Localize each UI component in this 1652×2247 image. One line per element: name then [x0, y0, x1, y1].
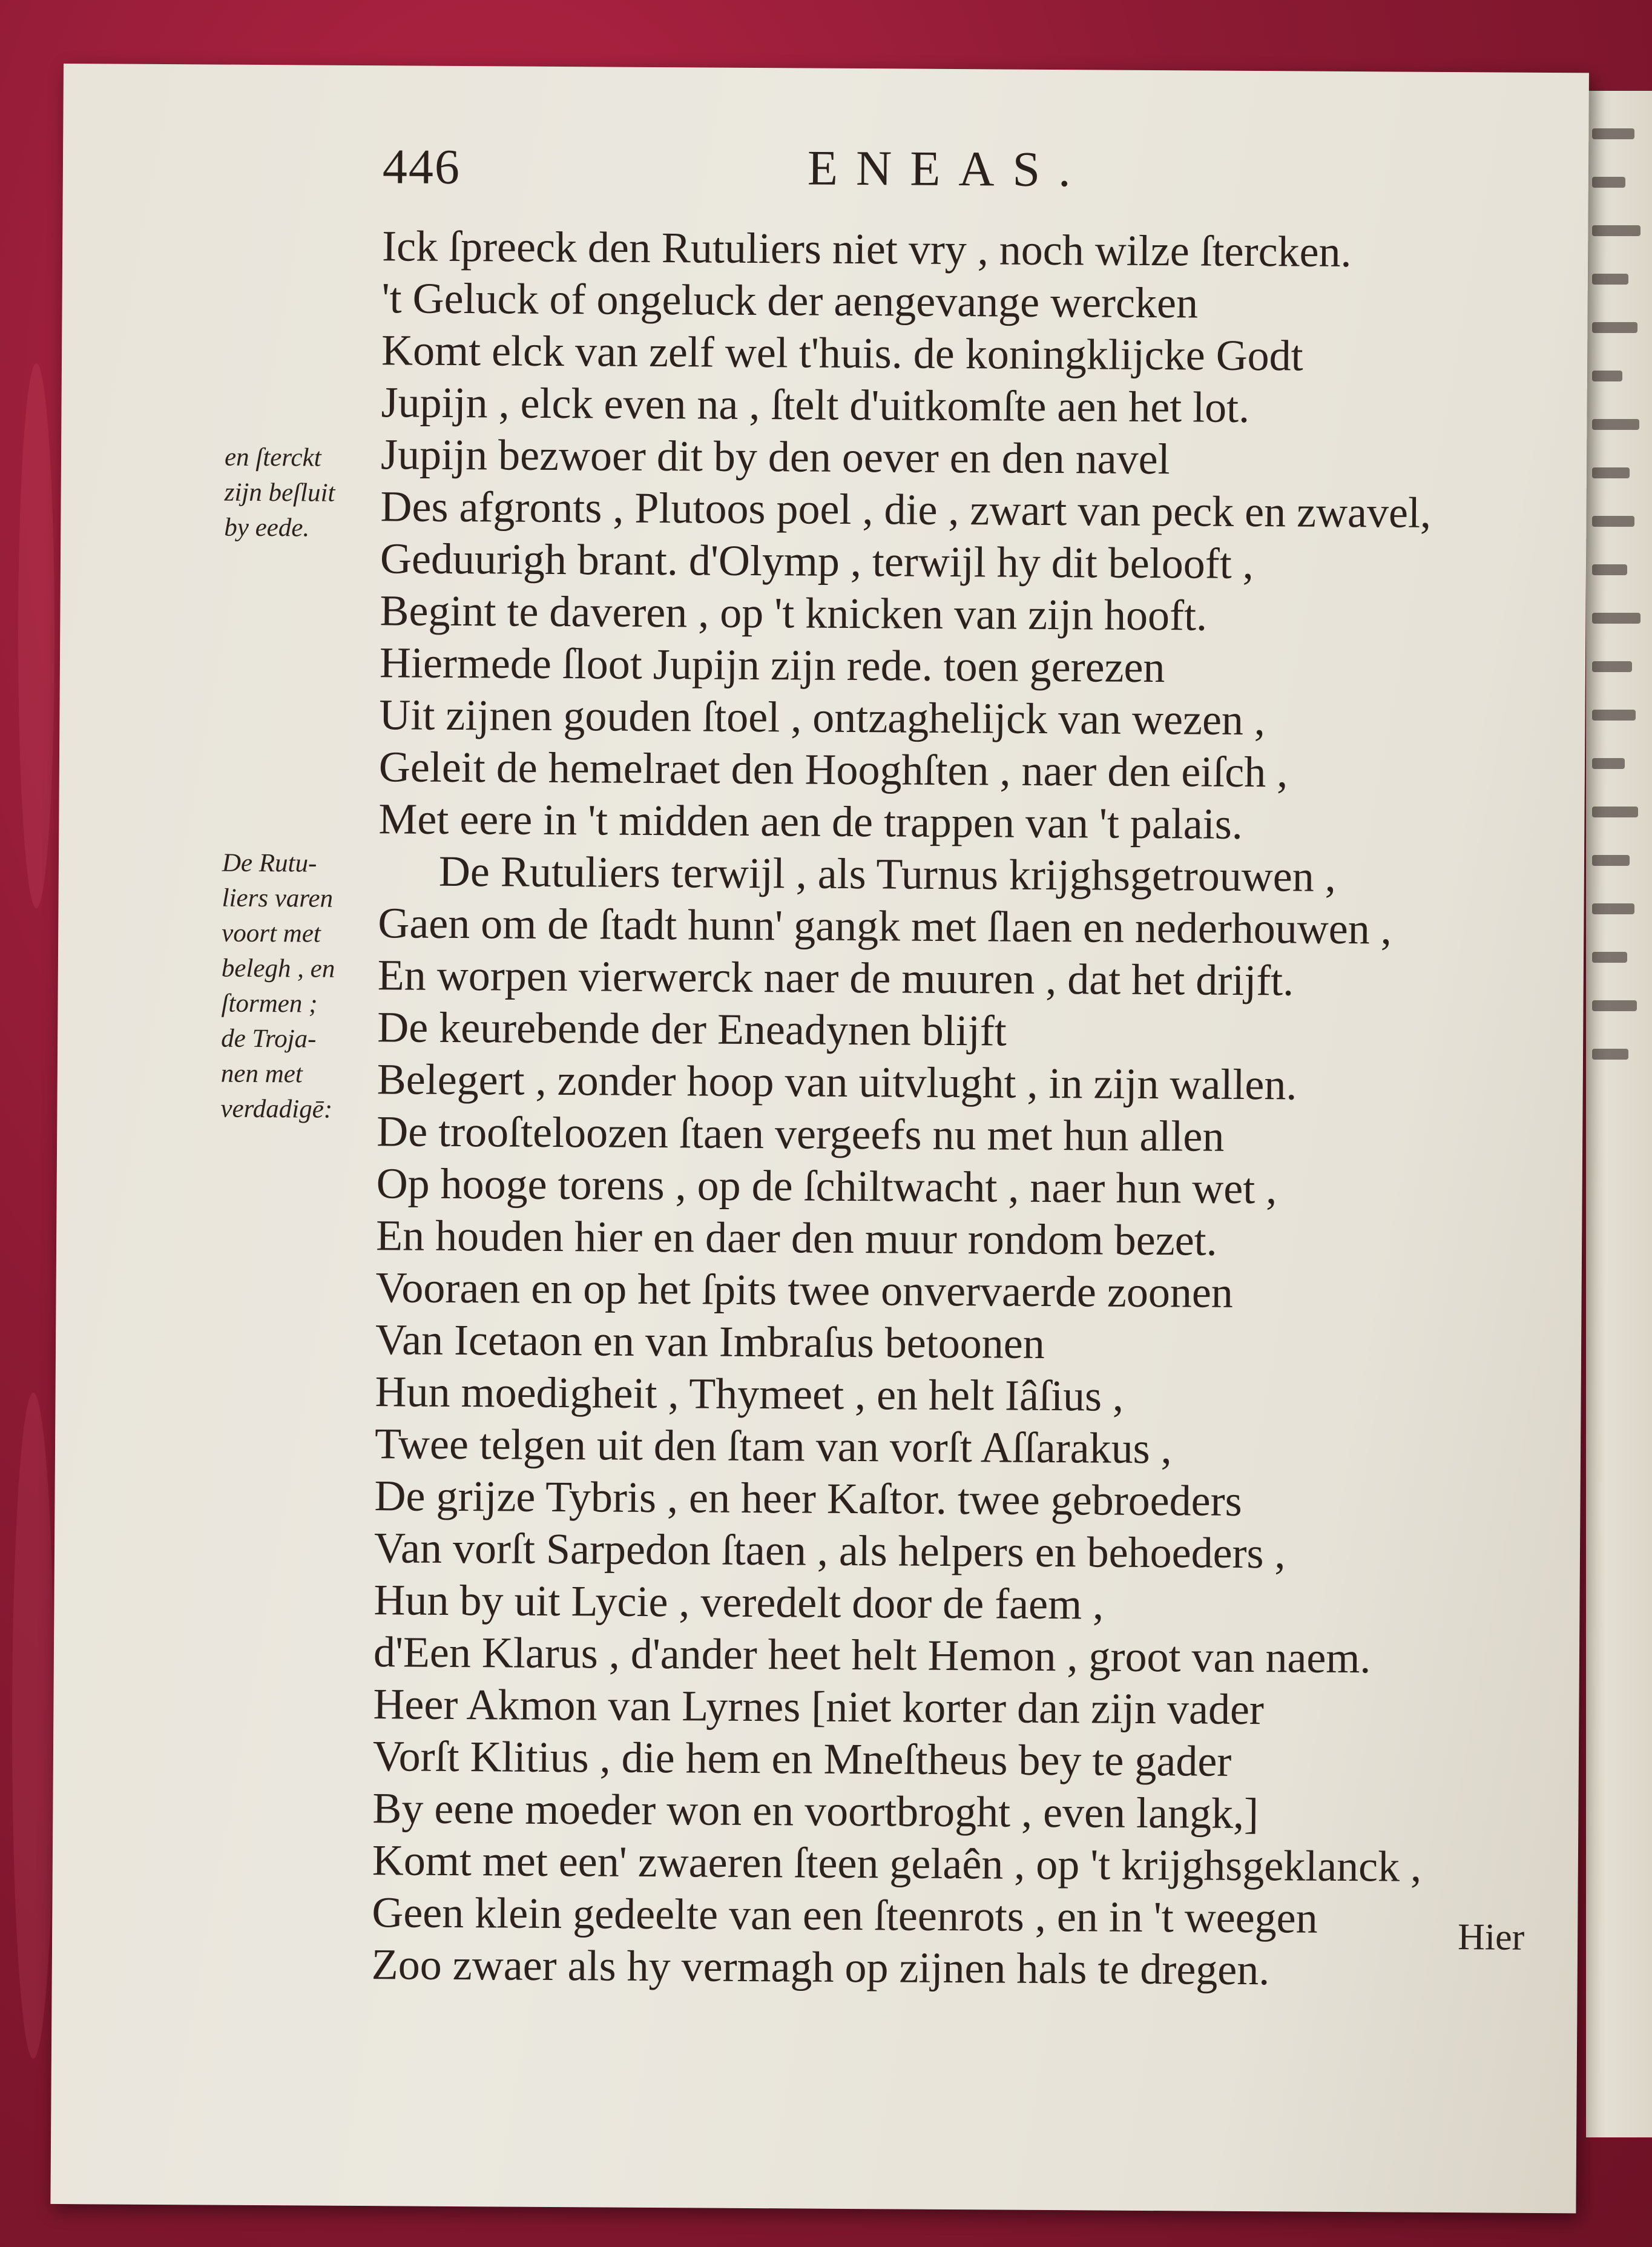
margin-note-line: liers varen: [222, 883, 334, 913]
verse-line: Des afgronts , Plutoos poel , die , zwart van peck en zwavel,: [380, 482, 1432, 537]
verse-line: Vooraen en op het ſpits twee onvervaerde zoonen: [375, 1263, 1234, 1317]
verse-line: Van Icetaon en van Imbraſus betoonen: [375, 1315, 1045, 1368]
cloth-fold: [18, 363, 54, 908]
margin-note-line: ſtormen ;: [221, 989, 318, 1018]
margin-note-line: nen met: [220, 1059, 303, 1089]
verse-line: Belegert , zonder hoop van uitvlught , in zijn wallen.: [377, 1055, 1297, 1109]
facing-page-edge: [1586, 91, 1652, 2137]
verse-line: Geleit de hemelraet den Hooghſten , naer den eiſch ,: [378, 742, 1288, 797]
running-title: ENEAS.: [807, 140, 1089, 197]
verse-line: Van vorſt Sarpedon ſtaen , als helpers en behoeders ,: [374, 1523, 1286, 1578]
verse-line: Met eere in 't midden aen de trappen van 't palais.: [378, 794, 1243, 848]
page-number: 446: [382, 139, 461, 195]
margin-note: [220, 846, 374, 1128]
margin-note-line: voort met: [222, 919, 321, 948]
verse-line: Hun by uit Lycie , veredelt door de faem ,: [374, 1576, 1104, 1629]
verse-line: Ick ſpreeck den Rutuliers niet vry , noch wilze ſtercken.: [381, 222, 1352, 277]
verse-line: d'Een Klarus , d'ander heet helt Hemon , groot van naem.: [373, 1628, 1371, 1683]
verse-line: De grijze Tybris , en heer Kaſtor. twee gebroeders: [374, 1471, 1242, 1525]
verse-line: Twee telgen uit den ſtam van vorſt Aſſarakus ,: [374, 1419, 1172, 1473]
verse-text: [372, 220, 1563, 1998]
margin-note: [224, 440, 376, 547]
catchword: Hier: [1457, 1916, 1525, 1958]
margin-note-line: by eede.: [224, 513, 310, 543]
verse-line: Hun moedigheit , Thymeet , en helt Iâſius ,: [375, 1367, 1124, 1420]
verse-line: Komt met een' zwaeren ſteen gelaên , op 't krijghsgeklanck ,: [372, 1836, 1422, 1891]
verse-line: Jupijn bezwoer dit by den oever en den navel: [380, 430, 1170, 484]
verse-line: De Rutuliers terwijl , als Turnus krijghsgetrouwen ,: [438, 846, 1336, 901]
verse-line: Komt elck van zelf wel t'huis. de koningklijcke Godt: [381, 326, 1303, 380]
verse-line: Heer Akmon van Lyrnes [niet korter dan zijn vader: [373, 1680, 1265, 1734]
verse-line: De trooſteloozen ſtaen vergeefs nu met hun allen: [376, 1107, 1225, 1161]
verse-line: En worpen vierwerck naer de muuren , dat het drijft.: [377, 951, 1294, 1005]
verse-line: By eene moeder won en voortbroght , even langk,]: [372, 1784, 1259, 1838]
verse-line: Geduurigh brant. d'Olymp , terwijl hy dit belooft ,: [380, 534, 1254, 589]
margin-note-line: zijn beſluit: [224, 478, 335, 507]
verse-line: Hiermede ſloot Jupijn zijn rede. toen gerezen: [379, 638, 1165, 692]
verse-line: Geen klein gedeelte van een ſteenrots , en in 't weegen: [372, 1888, 1318, 1942]
verse-line: Begint te daveren , op 't knicken van zijn hooft.: [380, 586, 1208, 640]
margin-note-line: en ſterckt: [224, 443, 321, 472]
book-page: [50, 64, 1589, 2213]
margin-note-line: de Troja-: [221, 1024, 317, 1054]
margin-note-line: De Rutu-: [222, 848, 317, 878]
verse-line: Jupijn , elck even na , ſtelt d'uitkomſte aen het lot.: [381, 378, 1250, 432]
verse-line: Vorſt Klitius , die hem en Mneſtheus bey te gader: [372, 1732, 1232, 1786]
verse-line: De keurebende der Eneadynen blijft: [377, 1003, 1007, 1055]
verse-line: Zoo zwaer als hy vermagh op zijnen hals te dregen.: [371, 1940, 1270, 1995]
verse-line: Uit zijnen gouden ſtoel , ontzaghelijck van wezen ,: [379, 690, 1266, 745]
verse-line: Gaen om de ſtadt hunn' gangk met ſlaen en nederhouwen ,: [378, 899, 1392, 954]
cloth-fold: [12, 1393, 54, 2059]
margin-note-line: belegh , en: [221, 954, 335, 983]
verse-line: 't Geluck of ongeluck der aengevange wercken: [381, 274, 1199, 328]
verse-line: Op hooge torens , op de ſchiltwacht , naer hun wet ,: [376, 1159, 1277, 1213]
margin-note-line: verdadigē:: [220, 1094, 333, 1124]
verse-line: En houden hier en daer den muur rondom bezet.: [375, 1211, 1217, 1265]
